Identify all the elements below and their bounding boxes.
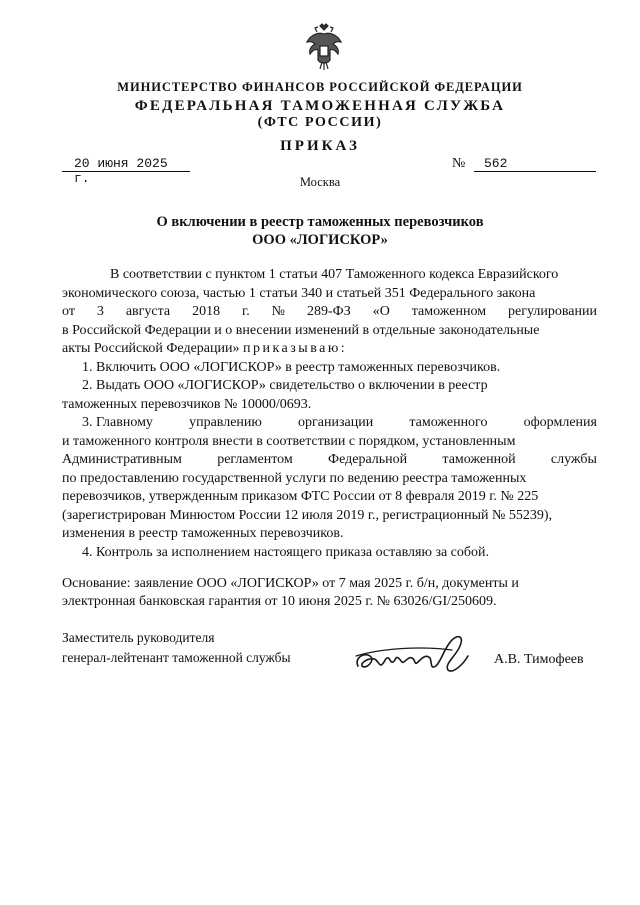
word: Административным	[62, 452, 182, 467]
item-1: 1. Включить ООО «ЛОГИСКОР» в реестр таможенных перевозчиков.	[82, 360, 501, 375]
word: управлению	[189, 415, 262, 430]
order-title-line2: ООО «ЛОГИСКОР»	[252, 232, 388, 248]
item-3-line-justified	[62, 415, 597, 434]
state-emblem-icon	[303, 22, 345, 72]
word: №	[271, 304, 286, 319]
word: таможенном	[411, 304, 487, 319]
word: регламентом	[217, 452, 293, 467]
word: «О	[372, 304, 390, 319]
order-verb: приказываю:	[242, 341, 348, 356]
order-number: 562	[474, 156, 596, 172]
basis-line: Основание: заявление ООО «ЛОГИСКОР» от 7 мая 2025 г. б/н, документы и	[62, 576, 519, 591]
basis-line: электронная банковская гарантия от 10 июня 2025 г. № 63026/GI/250609.	[62, 594, 497, 609]
word: таможенной	[442, 452, 516, 467]
item-3-line: по предоставлению государственной услуги по ведению реестра таможенных	[62, 471, 527, 486]
word: августа	[125, 304, 171, 319]
word: таможенного	[409, 415, 488, 430]
item-3-line-justified	[62, 452, 597, 471]
document-type: ПРИКАЗ	[280, 138, 360, 154]
item-2-line: 2. Выдать ООО «ЛОГИСКОР» свидетельство о включении в реестр	[82, 378, 488, 393]
preamble-line-justified	[62, 304, 597, 323]
word: 3	[96, 304, 104, 319]
item-3-line: (зарегистрирован Минюстом России 12 июля 2019 г., регистрационный № 55239),	[62, 508, 553, 523]
word: регулировании	[508, 304, 597, 319]
preamble-line	[62, 341, 597, 360]
signer-position-line1: Заместитель руководителя	[62, 630, 215, 645]
ministry-name: МИНИСТЕРСТВО ФИНАНСОВ РОССИЙСКОЙ ФЕДЕРАЦИИ	[117, 80, 523, 94]
city: Москва	[299, 175, 341, 189]
order-date: 20 июня 2025 г.	[62, 156, 190, 172]
preamble-line: экономического союза, частью 1 статьи 340 и статьей 351 Федерального закона	[62, 286, 536, 301]
word: г.	[242, 304, 250, 319]
word: 2018	[192, 304, 221, 319]
word: службы	[550, 452, 597, 467]
preamble-text: акты Российской Федерации»	[62, 341, 243, 356]
service-abbreviation: (ФТС РОССИИ)	[257, 115, 383, 130]
preamble-line: В соответствии с пунктом 1 статьи 407 Таможенного кодекса Евразийского	[110, 267, 559, 282]
order-number-label: №	[452, 156, 466, 171]
handwritten-signature	[352, 626, 482, 678]
item-3-line: и таможенного контроля внести в соответствии с порядком, установленным	[62, 434, 516, 449]
signer-position-line2: генерал-лейтенант таможенной службы	[62, 650, 291, 665]
word: Федеральной	[328, 452, 408, 467]
signer-name: А.В. Тимофеев	[494, 652, 584, 667]
word: организации	[298, 415, 374, 430]
item-2-line: таможенных перевозчиков № 10000/0693.	[62, 397, 312, 412]
word: от	[62, 304, 75, 319]
item-4: 4. Контроль за исполнением настоящего приказа оставляю за собой.	[82, 545, 490, 560]
item-3-line: перевозчиков, утвержденным приказом ФТС России от 8 февраля 2019 г. № 225	[62, 489, 539, 504]
item-3-line: изменения в реестр таможенных перевозчиков.	[62, 526, 344, 541]
word: оформления	[523, 415, 597, 430]
order-title-line1: О включении в реестр таможенных перевозчиков	[156, 214, 484, 230]
word: 289-ФЗ	[306, 304, 351, 319]
word: 3. Главному	[82, 415, 153, 430]
service-name: ФЕДЕРАЛЬНАЯ ТАМОЖЕННАЯ СЛУЖБА	[134, 98, 506, 114]
preamble-line: в Российской Федерации и о внесении изменений в отдельные законодательные	[62, 323, 540, 338]
